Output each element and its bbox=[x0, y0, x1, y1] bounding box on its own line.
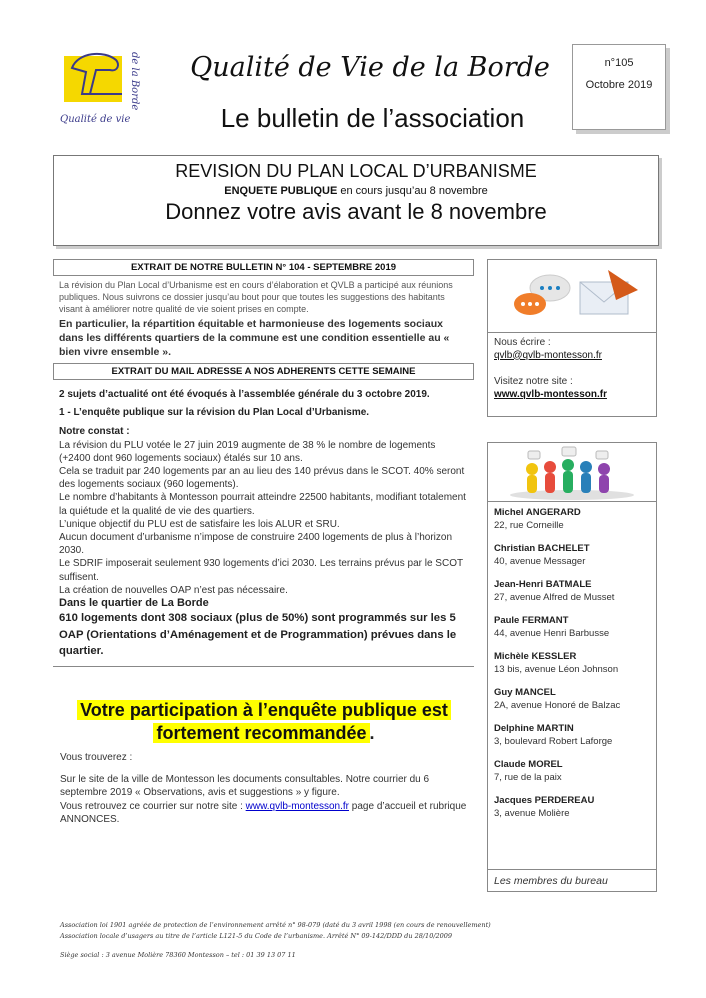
constat-p5: Aucun document d’urbanisme n’impose de construire 2400 logements de plus à l’horizon 2030. bbox=[59, 532, 453, 557]
banner-headline: Donnez votre avis avant le 8 novembre bbox=[165, 199, 547, 224]
member-address: 40, avenue Messager bbox=[494, 556, 586, 567]
main-column bbox=[53, 259, 474, 667]
logo-side-text: de la Borde bbox=[129, 52, 140, 111]
member-item bbox=[488, 543, 656, 567]
member-item bbox=[488, 579, 656, 603]
cta-line2: fortement recommandée bbox=[153, 723, 369, 743]
speech-bubble-icon bbox=[488, 260, 656, 332]
email-link[interactable]: qvlb@qvlb-montesson.fr bbox=[494, 349, 602, 361]
site-link[interactable]: www.qvlb-montesson.fr bbox=[494, 388, 607, 400]
constat-title: Notre constat : bbox=[59, 426, 130, 438]
member-name: Christian BACHELET bbox=[494, 543, 590, 554]
member-name: Guy MANCEL bbox=[494, 687, 556, 698]
bulletin-title: Le bulletin de l’association bbox=[220, 103, 525, 133]
member-name: Delphine MARTIN bbox=[494, 723, 574, 734]
member-item bbox=[488, 651, 656, 675]
documents-p2-post: page d’accueil et rubrique ANNONCES. bbox=[60, 800, 467, 826]
member-item bbox=[488, 759, 656, 783]
member-name: Michèle KESSLER bbox=[494, 651, 577, 662]
mail-line2: 1 - L’enquête publique sur la révision du Plan Local d’Urbanisme. bbox=[59, 407, 370, 419]
footer-line2: Association locale d’usagers au titre de l’article L121-5 du Code de l’urbanisme. Arrêté N° 09-142/DDD du 28/10/2009 bbox=[60, 932, 453, 940]
write-label: Nous écrire : bbox=[494, 337, 551, 348]
member-item bbox=[488, 723, 656, 747]
mail-body bbox=[53, 388, 474, 660]
issue-box bbox=[572, 44, 666, 130]
constat-p6: Le SDRIF imposerait seulement 930 logements d’ici 2030. Les terrains prévus par le SCOT suffisent. bbox=[59, 558, 463, 583]
logo-caption: Qualité de vie bbox=[60, 114, 131, 125]
website-link[interactable]: www.qvlb-montesson.fr bbox=[245, 800, 350, 812]
member-address: 3, boulevard Robert Laforge bbox=[494, 736, 613, 747]
extract-bold: En particulier, la répartition équitable et harmonieuse des logements sociaux dans les différents quartiers de la commune est une condition essentielle au « bien vivre ensemble ». bbox=[59, 318, 450, 358]
constat-p2: Cela se traduit par 240 logements par an au lieu des 140 prévus dans le SCOT. 40% seront des logements sociaux (960 logements). bbox=[59, 466, 465, 491]
member-item bbox=[488, 795, 656, 819]
member-item bbox=[488, 507, 656, 531]
visit-label: Visitez notre site : bbox=[494, 376, 573, 387]
member-name: Jean-Henri BATMALE bbox=[494, 579, 592, 590]
members-box bbox=[487, 442, 657, 892]
headline-banner bbox=[53, 155, 659, 246]
member-address: 44, avenue Henri Barbusse bbox=[494, 628, 610, 639]
contact-box bbox=[487, 259, 657, 417]
documents-p2-pre: Vous retrouvez ce courrier sur notre site : bbox=[60, 800, 246, 812]
member-name: Jacques PERDEREAU bbox=[494, 795, 595, 806]
borde-title: Dans le quartier de La Borde bbox=[59, 597, 209, 610]
cta-dot: . bbox=[369, 723, 375, 743]
banner-subtitle-bold: ENQUETE PUBLIQUE bbox=[224, 185, 338, 197]
mail-heading: EXTRAIT DU MAIL ADRESSE A NOS ADHERENTS CETTE SEMAINE bbox=[53, 363, 474, 380]
member-address: 13 bis, avenue Léon Johnson bbox=[494, 664, 619, 675]
mail-line1: 2 sujets d’actualité ont été évoqués à l’assemblée générale du 3 octobre 2019. bbox=[59, 389, 430, 400]
cta-line1: Votre participation à l’enquête publique est bbox=[77, 700, 451, 720]
constat-p3: Le nombre d’habitants à Montesson pourrait atteindre 22500 habitants, modifiant totalement la quiétude et la qualité de vie des quartiers. bbox=[59, 492, 466, 517]
member-item bbox=[488, 615, 656, 639]
message-illustration bbox=[488, 260, 656, 333]
extract-intro: La révision du Plan Local d’Urbanisme est en cours d’élaboration et QVLB a participé aux réunions publiques. Nous suivrons ce dossier jusqu’au bout pour que toutes les suggestions des habitants visant à améliorer notre qualité de vie soient prises en compte. bbox=[59, 280, 453, 314]
banner-title: REVISION DU PLAN LOCAL D’URBANISME bbox=[175, 161, 537, 181]
banner-subtitle-rest: en cours jusqu’au 8 novembre bbox=[337, 185, 488, 197]
documents-p1: Sur le site de la ville de Montesson les documents consultables. Notre courrier du 6 septembre 2019 « Observations, avis et suggestions » y figure. bbox=[60, 773, 430, 799]
member-address: 2A, avenue Honoré de Balzac bbox=[494, 700, 621, 711]
documents-p2 bbox=[60, 800, 470, 827]
member-name: Michel ANGERARD bbox=[494, 507, 581, 518]
member-item bbox=[488, 687, 656, 711]
member-name: Claude MOREL bbox=[494, 759, 563, 770]
member-name: Paule FERMANT bbox=[494, 615, 569, 626]
members-caption: Les membres du bureau bbox=[488, 869, 656, 891]
call-to-action bbox=[60, 699, 468, 745]
footer-line3: Siège social : 3 avenue Molière 78360 Montesson – tel : 01 39 13 07 11 bbox=[60, 951, 296, 959]
issue-date: Octobre 2019 bbox=[585, 79, 653, 91]
constat-p7: La création de nouvelles OAP n’est pas nécessaire. bbox=[59, 584, 288, 596]
association-name: Qualité de Vie de la Borde bbox=[190, 52, 550, 83]
member-address: 3, avenue Molière bbox=[494, 808, 570, 819]
documents-info bbox=[60, 751, 470, 827]
member-address: 22, rue Corneille bbox=[494, 520, 564, 531]
people-icon bbox=[488, 443, 656, 501]
member-address: 27, avenue Alfred de Musset bbox=[494, 592, 615, 603]
contact-text bbox=[488, 333, 656, 405]
people-illustration bbox=[488, 443, 656, 502]
issue-number: n°105 bbox=[604, 57, 634, 69]
documents-intro: Vous trouverez : bbox=[60, 752, 133, 763]
section-divider bbox=[53, 666, 474, 667]
member-address: 7, rue de la paix bbox=[494, 772, 562, 783]
banner-subtitle bbox=[54, 185, 658, 197]
borde-text: 610 logements dont 308 sociaux (plus de 50%) sont programmés sur les 5 OAP (Orientations d’Aménagement et de Programmation) prévues dans le quartier. bbox=[59, 612, 457, 658]
constat-p1: La révision du PLU votée le 27 juin 2019 augmente de 38 % le nombre de logements (+2400 dont 960 logements sociaux) étalés sur 10 ans. bbox=[59, 439, 436, 464]
extract-heading: EXTRAIT DE NOTRE BULLETIN N° 104 - SEPTEMBRE 2019 bbox=[53, 259, 474, 276]
footer bbox=[60, 920, 500, 961]
footer-line1: Association loi 1901 agréée de protection de l’environnement arrêté n° 98-079 (daté du 3 avril 1998 (en cours de renouvellement) bbox=[60, 921, 491, 929]
association-logo bbox=[60, 48, 150, 130]
constat-p4: L’unique objectif du PLU est de satisfaire les lois ALUR et SRU. bbox=[59, 518, 340, 530]
